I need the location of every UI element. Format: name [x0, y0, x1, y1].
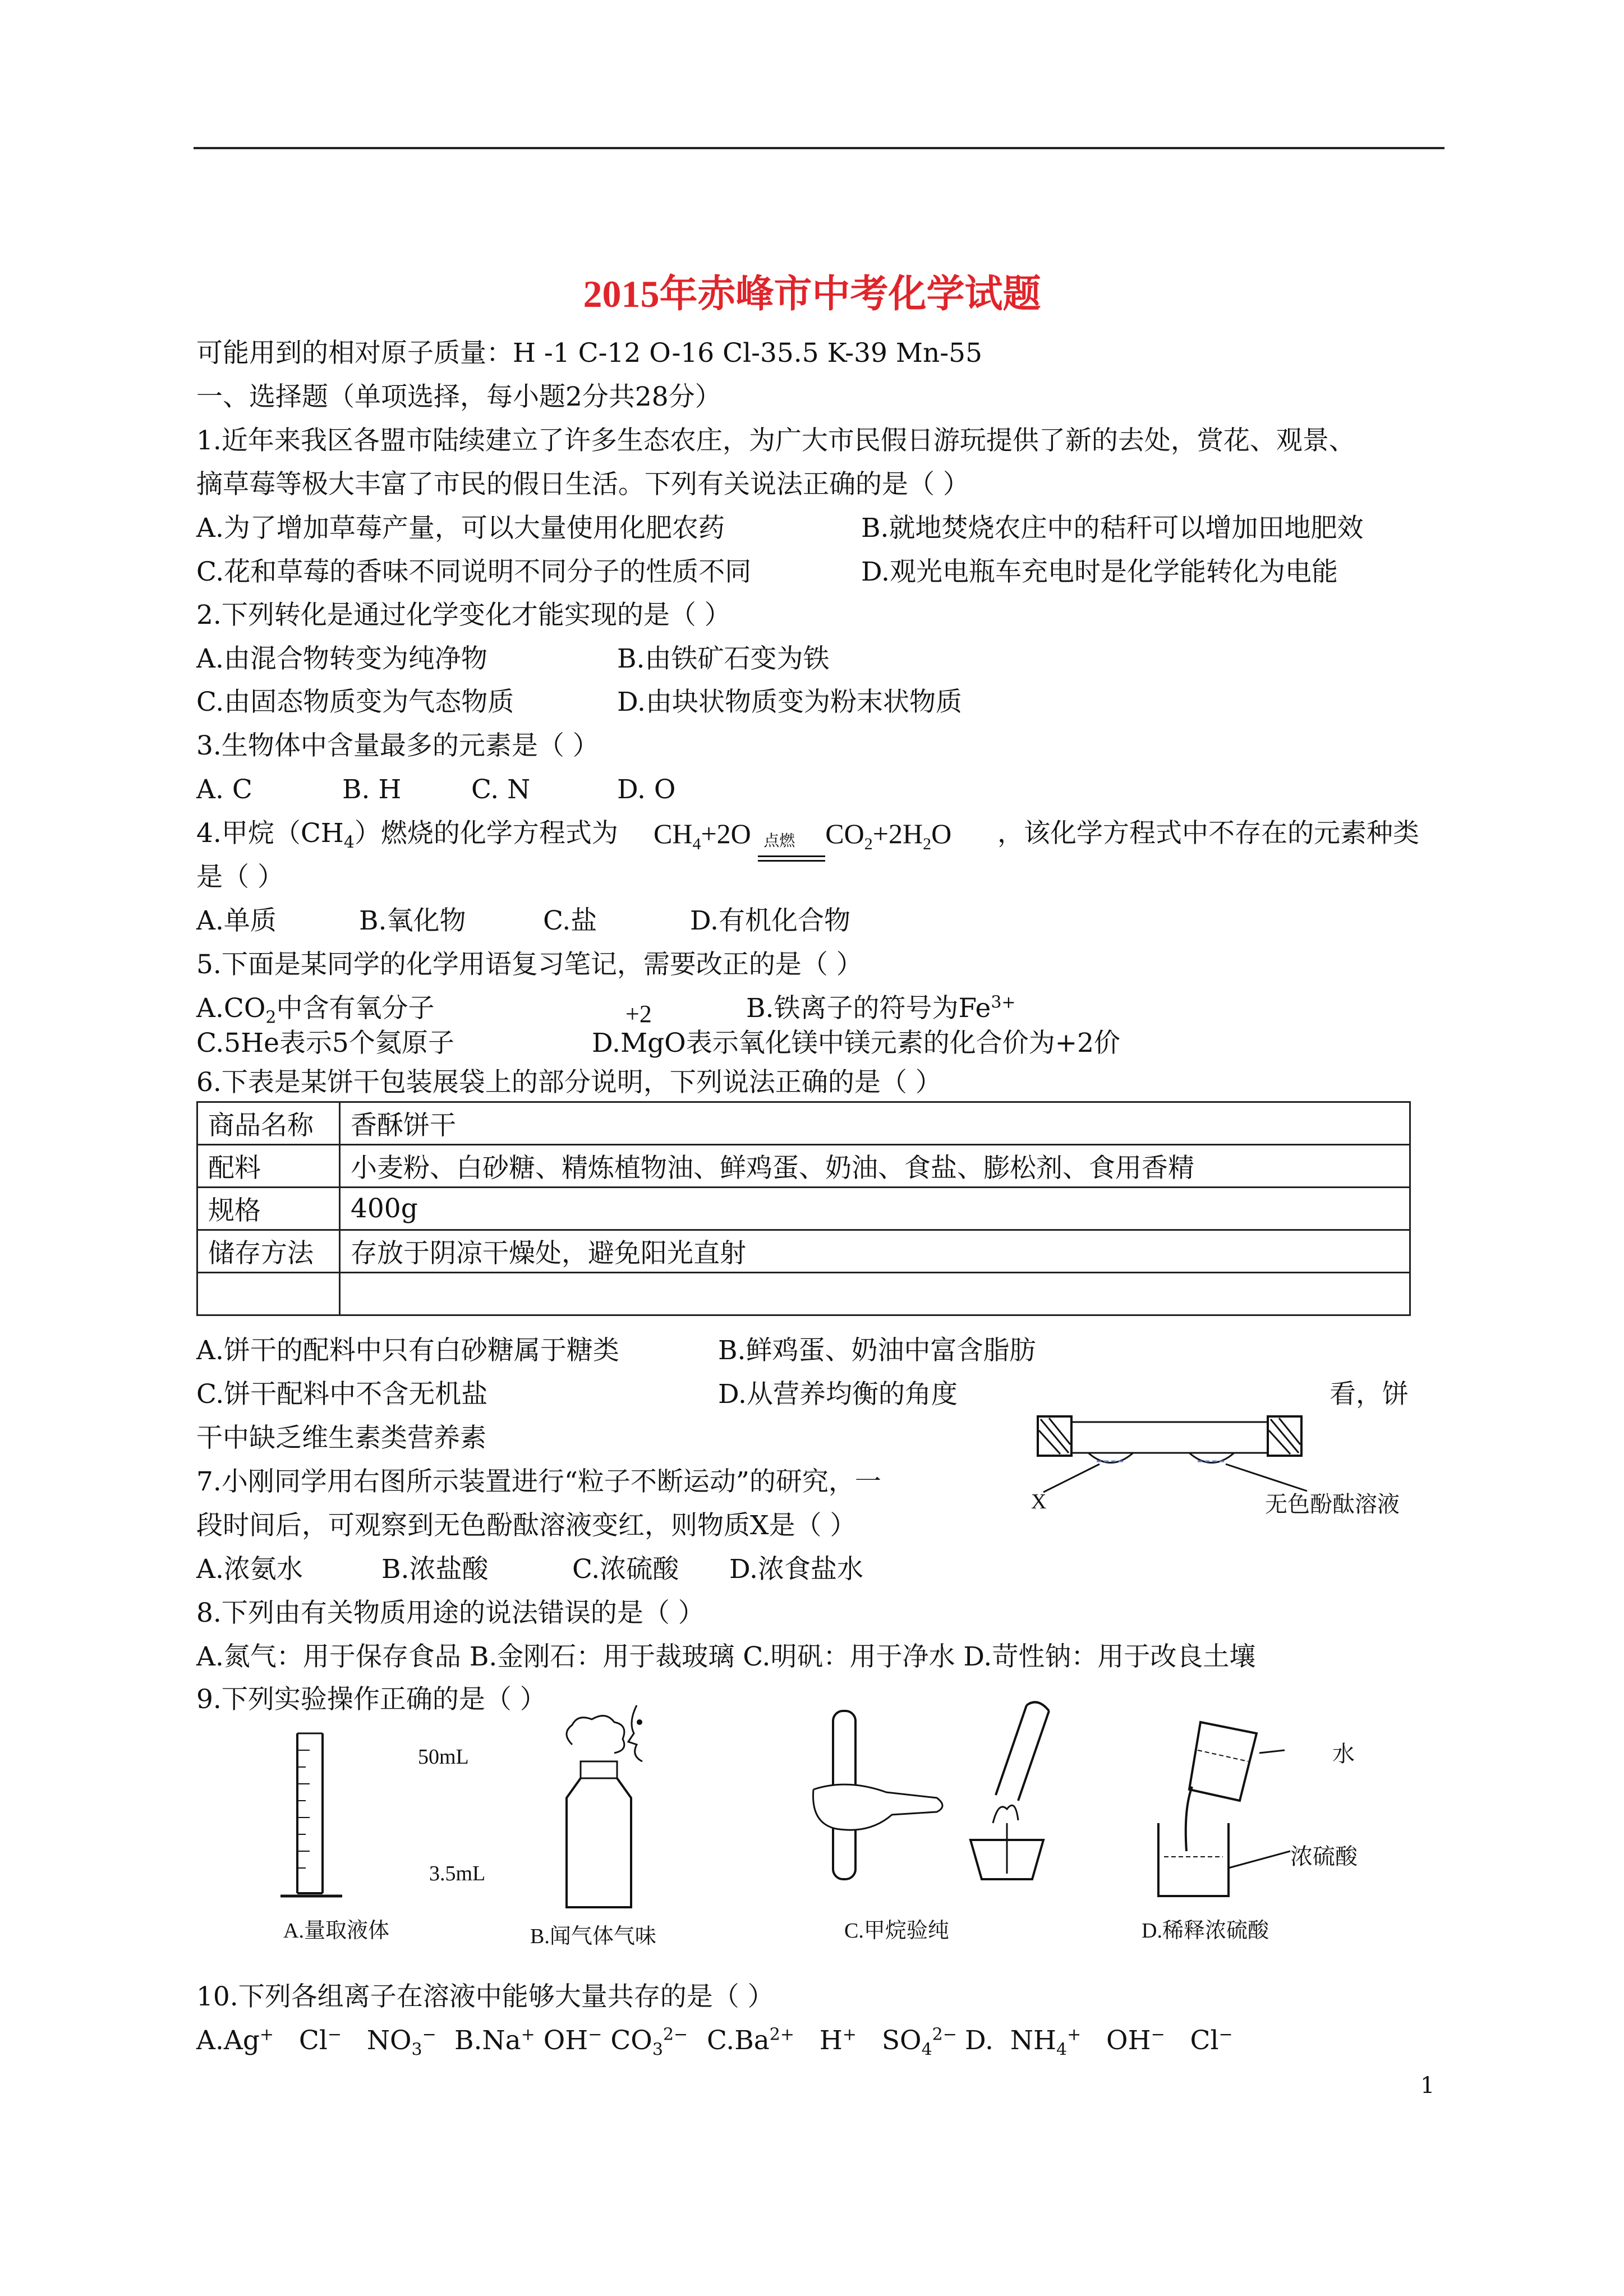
- q5-option-c: C.5He表示5个氦原子: [196, 1028, 454, 1059]
- q8-stem: 8.下列由有关物质用途的说法错误的是（ ）: [196, 1598, 705, 1628]
- q9-stem: 9.下列实验操作正确的是（ ）: [196, 1684, 546, 1715]
- q7-option-c: C.浓硫酸: [572, 1554, 679, 1585]
- page-number: 1: [1420, 2073, 1435, 2099]
- table-cell: 规格: [197, 1188, 340, 1230]
- q10-option-a: A.Ag+ Cl− $NO_3^-$: [196, 2024, 436, 2060]
- caption-c: C.甲烷验纯: [844, 1919, 949, 1943]
- q6-option-a: A.饼干的配料中只有白砂糖属于糖类: [196, 1335, 619, 1366]
- table-cell: 配料: [197, 1145, 340, 1188]
- q2-option-a: A.由混合物转变为纯净物: [196, 643, 487, 674]
- q6-option-d-cont: 看，饼: [1329, 1379, 1409, 1410]
- caption-a: A.量取液体: [283, 1919, 389, 1943]
- q3-option-d: D. O: [617, 774, 676, 805]
- table-cell: 商品名称: [197, 1102, 340, 1145]
- table-cell: 储存方法: [197, 1230, 340, 1273]
- cylinder-label-50ml: 50mL: [418, 1745, 469, 1769]
- q6-option-d: D.从营养均衡的角度: [718, 1379, 958, 1410]
- q6-option-d-line2: 干中缺乏维生素类营养素: [196, 1423, 486, 1453]
- q4-option-c: C.盐: [543, 905, 597, 936]
- table-row: [197, 1102, 1410, 1145]
- fig-label-x: X: [1031, 1490, 1047, 1513]
- q4-condition: 点燃: [763, 831, 795, 850]
- page-title: 2015年赤峰市中考化学试题: [583, 273, 1041, 315]
- table-row: [197, 1230, 1410, 1273]
- q7-option-b: B.浓盐酸: [381, 1554, 489, 1585]
- caption-b: B.闻气体气味: [530, 1925, 656, 1948]
- methane-purity-test-figure: [802, 1694, 1094, 1902]
- q6-option-c: C.饼干配料中不含无机盐: [196, 1379, 488, 1410]
- q1-option-a: A.为了增加草莓产量，可以大量使用化肥农药: [196, 513, 725, 544]
- q2-stem: 2.下列转化是通过化学变化才能实现的是（ ）: [196, 600, 731, 631]
- table-cell: 小麦粉、白砂糖、精炼植物油、鲜鸡蛋、奶油、食盐、膨松剂、食用香精: [340, 1145, 1410, 1188]
- fig-label-phenolphthalein: 无色酚酞溶液: [1265, 1492, 1400, 1517]
- fig-label-water: 水: [1332, 1741, 1355, 1767]
- q5-stem: 5.下面是某同学的化学用语复习笔记，需要改正的是（ ）: [196, 949, 863, 980]
- q4-option-d: D.有机化合物: [690, 905, 850, 936]
- section-heading: 一、选择题（单项选择，每小题2分共28分）: [196, 381, 721, 412]
- q3-option-a: A. C: [196, 774, 252, 805]
- table-row: [197, 1273, 1410, 1315]
- table-cell: 400g: [340, 1188, 1410, 1230]
- caption-d: D.稀释浓硫酸: [1142, 1919, 1269, 1943]
- q5-option-b: B.铁离子的符号为$Fe^{3+}$: [746, 992, 1016, 1024]
- q6-option-b: B.鲜鸡蛋、奶油中富含脂肪: [718, 1335, 1036, 1366]
- q1-stem-line1: 1.近年来我区各盟市陆续建立了许多生态农庄，为广大市民假日游玩提供了新的去处，赏花、观景、: [196, 425, 1355, 456]
- q7-stem-line1: 7.小刚同学用右图所示装置进行“粒子不断运动”的研究，一: [196, 1466, 881, 1497]
- table-cell: [197, 1273, 340, 1315]
- q4-stem-line2: 是（ ）: [196, 862, 284, 892]
- fig-label-conc-acid: 浓硫酸: [1290, 1844, 1358, 1870]
- q3-option-c: C. N: [471, 774, 531, 805]
- q1-option-b: B.就地焚烧农庄中的秸秆可以增加田地肥效: [861, 513, 1364, 544]
- table-cell: 香酥饼干: [340, 1102, 1410, 1145]
- q10-option-c: $C.Ba^{2+}$ H+ $SO_4^{2-}$: [707, 2024, 957, 2060]
- q3-stem: 3.生物体中含量最多的元素是（ ）: [196, 730, 599, 761]
- q10-stem: 10.下列各组离子在溶液中能够大量共存的是（ ）: [196, 1981, 774, 2012]
- q4-equation: $CH_4+2O$ 点燃 $CO_2+2H_2O$: [654, 817, 951, 850]
- q1-stem-line2: 摘草莓等极大丰富了市民的假日生活。下列有关说法正确的是（ ）: [196, 469, 969, 500]
- cylinder-label-3-5ml: 3.5mL: [429, 1862, 486, 1885]
- q7-option-d: D.浓食盐水: [729, 1554, 863, 1585]
- q1-option-c: C.花和草莓的香味不同说明不同分子的性质不同: [196, 556, 752, 587]
- atomic-mass-line: 可能用到的相对原子质量：H -1 C-12 O-16 Cl-35.5 K-39 Mn-55: [196, 338, 982, 369]
- q10-option-d: D. $NH_4^+$ OH− Cl−: [965, 2024, 1233, 2060]
- q5-valence-mark: +2: [625, 1000, 652, 1028]
- table-row: [197, 1188, 1410, 1230]
- table-cell: 存放于阴凉干燥处，避免阳光直射: [340, 1230, 1410, 1273]
- graduated-cylinder-figure: [275, 1722, 432, 1907]
- q3-option-b: B. H: [342, 774, 402, 805]
- q4-stem-line1: 4.甲烷$(CH_4)$燃烧的化学方程式为: [196, 818, 618, 853]
- q4-option-a: A.单质: [196, 905, 277, 936]
- q10-option-b: B.Na+ OH− $CO_3^{2-}$: [454, 2024, 688, 2060]
- q4-stem-line1-end: ，该化学方程式中不存在的元素种类: [997, 818, 1419, 849]
- q6-stem: 6.下表是某饼干包装展袋上的部分说明，下列说法正确的是（ ）: [196, 1067, 942, 1098]
- q5-option-d: D.MgO表示氧化镁中镁元素的化合价为+2价: [592, 1028, 1120, 1059]
- q5-option-a: $A.CO_2$中含有氧分子: [196, 993, 435, 1028]
- table-row: [197, 1145, 1410, 1188]
- q7-stem-line2: 段时间后，可观察到无色酚酞溶液变红，则物质X是（ ）: [196, 1510, 857, 1541]
- header-rule: [194, 147, 1444, 149]
- q2-option-b: B.由铁矿石变为铁: [617, 643, 830, 674]
- diluting-acid-figure: [1144, 1711, 1313, 1902]
- q4-option-b: B.氧化物: [359, 905, 466, 936]
- q2-option-d: D.由块状物质变为粉末状物质: [617, 687, 962, 717]
- q1-option-d: D.观光电瓶车充电时是化学能转化为电能: [861, 556, 1338, 587]
- table-cell: [340, 1273, 1410, 1315]
- smelling-gas-figure: [539, 1700, 684, 1913]
- q8-options: A.氮气：用于保存食品 B.金刚石：用于裁玻璃 C.明矾：用于净水 D.苛性钠：用于改良土壤: [196, 1641, 1256, 1672]
- q2-option-c: C.由固态物质变为气态物质: [196, 687, 514, 717]
- product-info-table: [196, 1101, 1411, 1316]
- q7-option-a: A.浓氨水: [196, 1554, 303, 1585]
